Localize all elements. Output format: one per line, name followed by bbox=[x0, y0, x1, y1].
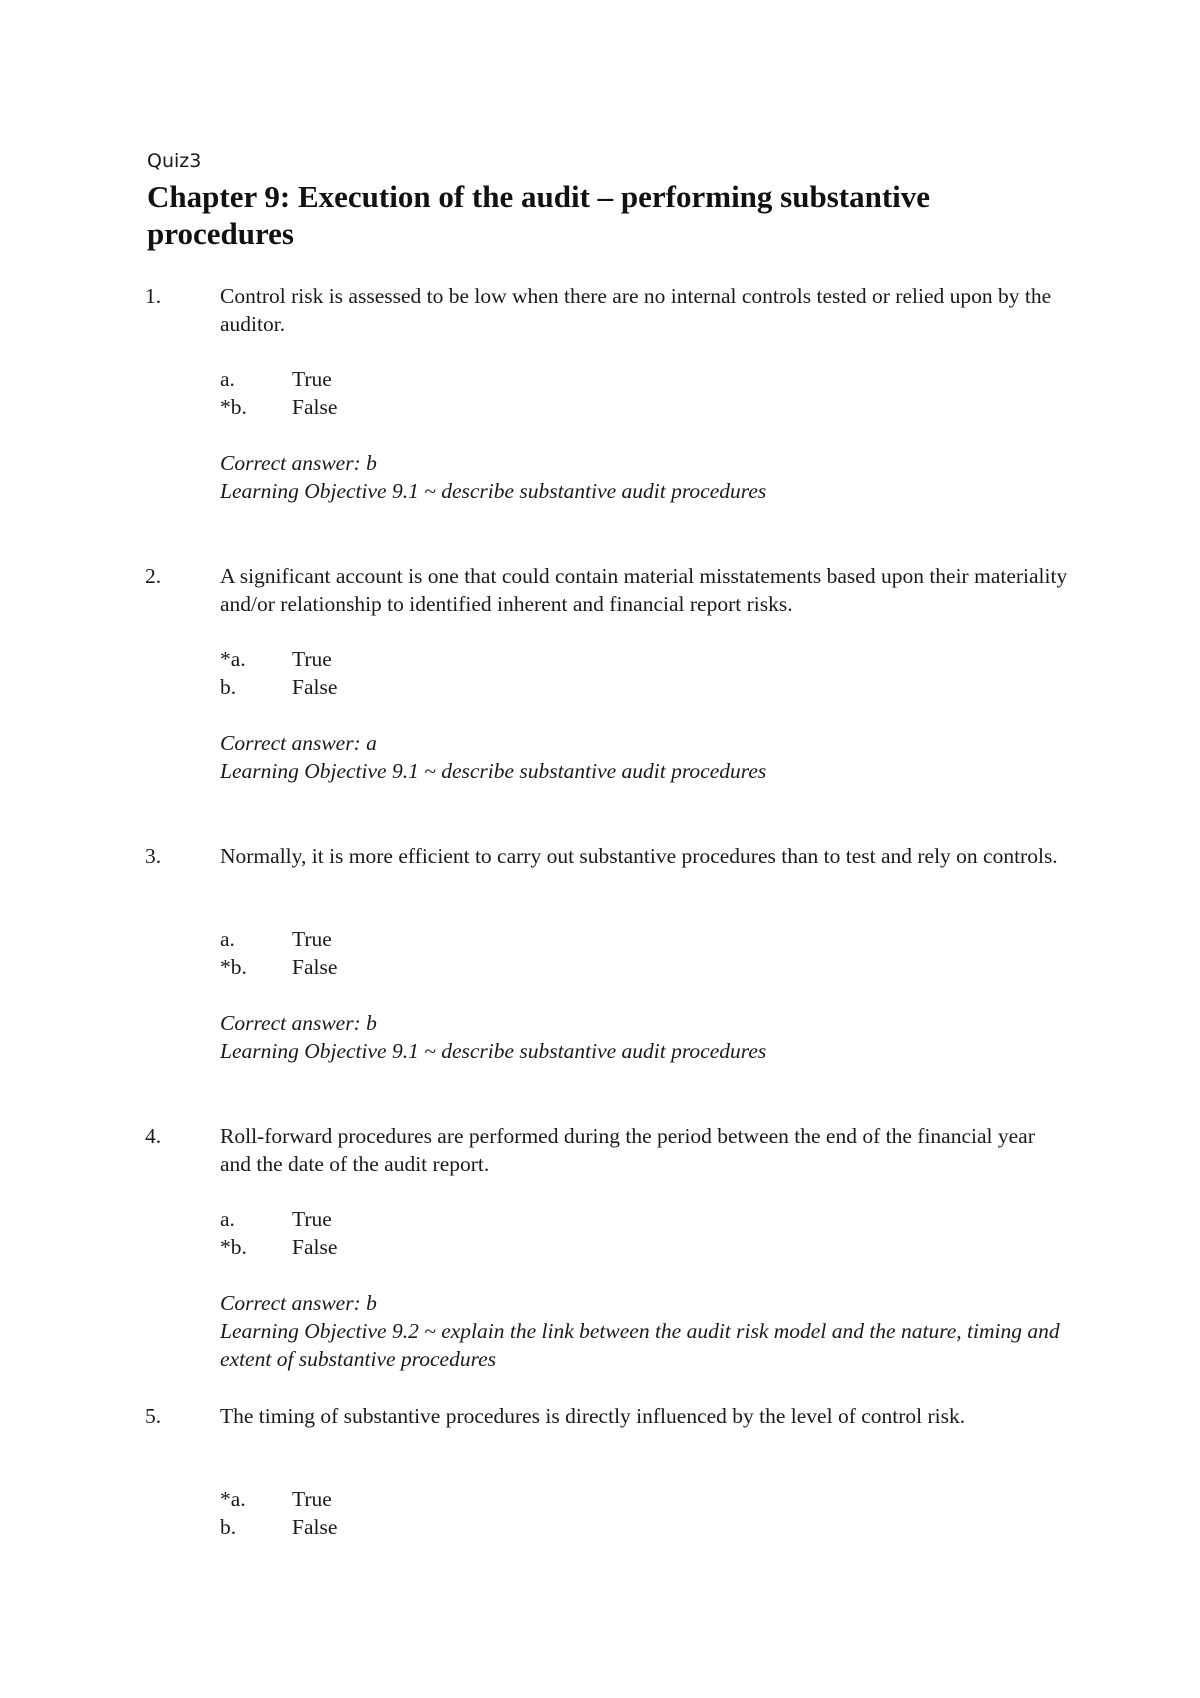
option-letter: a. bbox=[220, 367, 235, 391]
correct-answer: Correct answer: a bbox=[220, 731, 377, 755]
option-text: False bbox=[292, 395, 338, 419]
correct-answer: Correct answer: b bbox=[220, 451, 377, 475]
learning-objective: Learning Objective 9.2 ~ explain the link between the audit risk model and the nature, timing and extent of substantive procedures bbox=[220, 1319, 1060, 1371]
option-letter: *b. bbox=[220, 395, 247, 419]
option-text: False bbox=[292, 1515, 338, 1539]
option-text: True bbox=[292, 647, 332, 671]
learning-objective: Learning Objective 9.1 ~ describe substantive audit procedures bbox=[220, 479, 767, 503]
option-a bbox=[220, 645, 620, 673]
chapter-title: Chapter 9: Execution of the audit – performing substantive procedures bbox=[147, 179, 931, 251]
question-number: 1. bbox=[145, 284, 162, 308]
option-a bbox=[220, 925, 620, 953]
option-b bbox=[220, 1233, 620, 1261]
option-letter: b. bbox=[220, 1515, 237, 1539]
option-text: False bbox=[292, 955, 338, 979]
question-number: 5. bbox=[145, 1404, 162, 1428]
correct-answer: Correct answer: b bbox=[220, 1291, 377, 1315]
option-a bbox=[220, 1205, 620, 1233]
option-b bbox=[220, 1513, 620, 1541]
learning-objective: Learning Objective 9.1 ~ describe substantive audit procedures bbox=[220, 759, 767, 783]
option-text: True bbox=[292, 927, 332, 951]
option-b bbox=[220, 393, 620, 421]
option-letter: *a. bbox=[220, 647, 246, 671]
question-text: Control risk is assessed to be low when there are no internal controls tested or relied upon by the auditor. bbox=[220, 284, 1052, 336]
question-number: 3. bbox=[145, 844, 162, 868]
option-text: False bbox=[292, 675, 338, 699]
question-number: 4. bbox=[145, 1124, 162, 1148]
option-letter: a. bbox=[220, 1207, 235, 1231]
option-letter: b. bbox=[220, 675, 237, 699]
question-text: The timing of substantive procedures is directly influenced by the level of control risk. bbox=[220, 1404, 966, 1428]
correct-answer: Correct answer: b bbox=[220, 1011, 377, 1035]
option-letter: *a. bbox=[220, 1487, 246, 1511]
question-text: A significant account is one that could contain material misstatements based upon their materiality and/or relationship to identified inherent and financial report risks. bbox=[220, 564, 1068, 616]
question-text: Roll-forward procedures are performed during the period between the end of the financial year and the date of the audit report. bbox=[220, 1124, 1035, 1176]
option-letter: *b. bbox=[220, 1235, 247, 1259]
option-text: True bbox=[292, 1487, 332, 1511]
option-a bbox=[220, 365, 620, 393]
option-b bbox=[220, 673, 620, 701]
quiz-label: Quiz3 bbox=[147, 150, 202, 172]
learning-objective: Learning Objective 9.1 ~ describe substantive audit procedures bbox=[220, 1039, 767, 1063]
question-text: Normally, it is more efficient to carry out substantive procedures than to test and rely on controls. bbox=[220, 844, 1058, 868]
option-text: False bbox=[292, 1235, 338, 1259]
option-text: True bbox=[292, 1207, 332, 1231]
option-letter: a. bbox=[220, 927, 235, 951]
question-number: 2. bbox=[145, 564, 162, 588]
option-b bbox=[220, 953, 620, 981]
option-a bbox=[220, 1485, 620, 1513]
option-text: True bbox=[292, 367, 332, 391]
option-letter: *b. bbox=[220, 955, 247, 979]
